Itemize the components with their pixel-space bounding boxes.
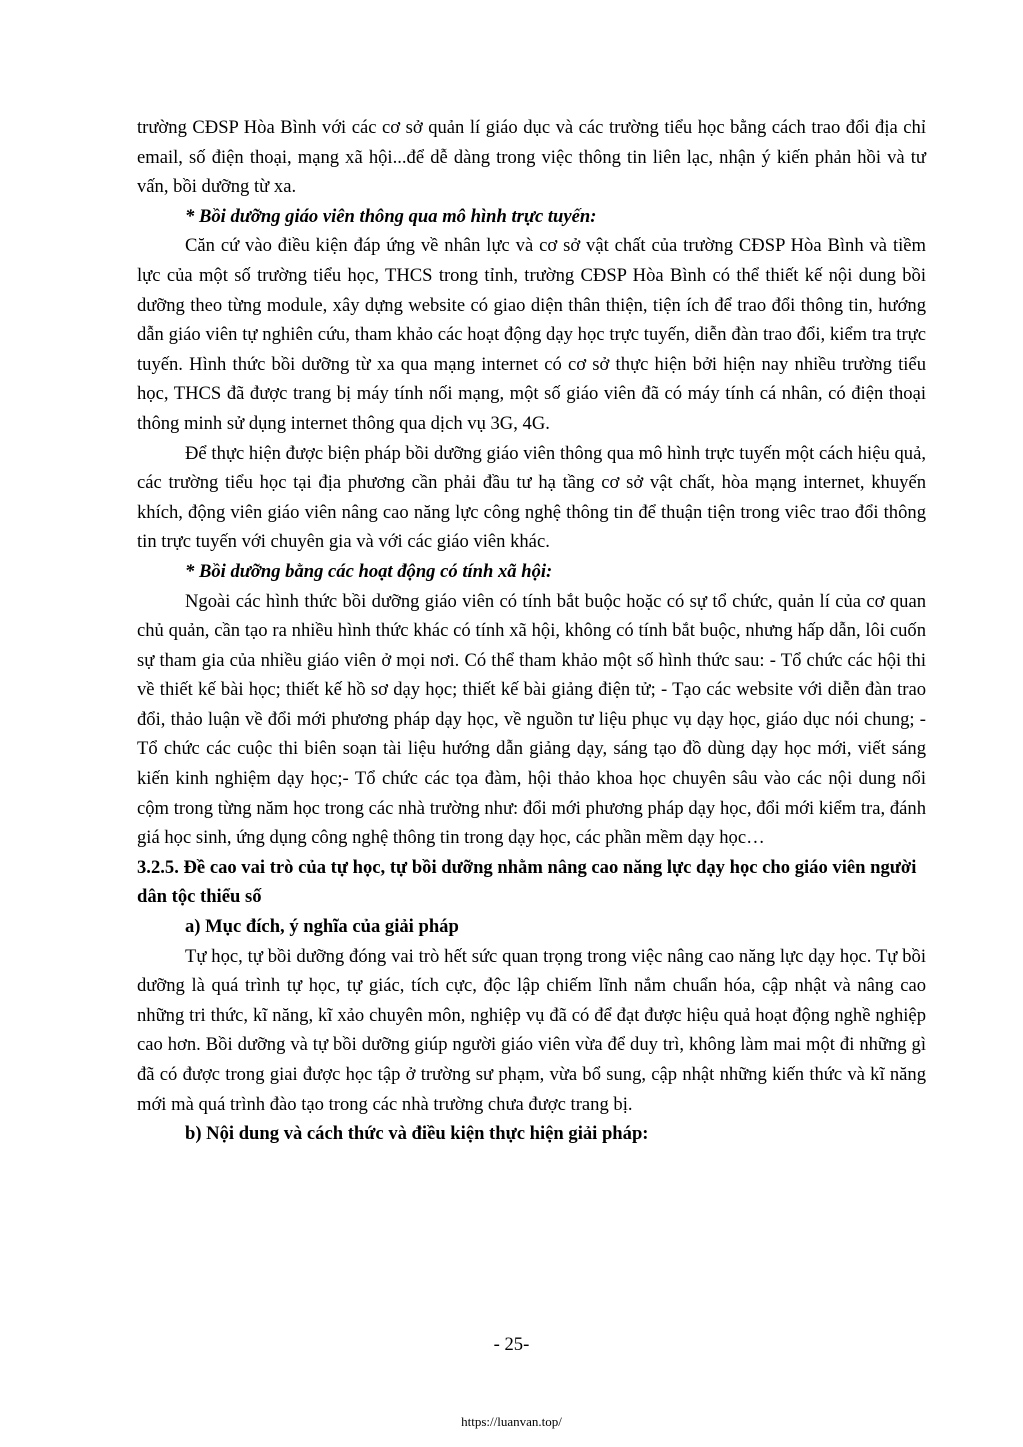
document-body bbox=[137, 113, 926, 1149]
body-paragraph: Để thực hiện được biện pháp bồi dưỡng giáo viên thông qua mô hình trực tuyến một cách hiệu quả, các trường tiểu học tại địa phương cần phải đầu tư hạ tầng cơ sở vật chất, hòa mạng internet, khuyến khích, động viên giáo viên nâng cao năng lực công nghệ thông tin để thuận tiện trong viêc trao đổi thông tin trực tuyến với chuyên gia và với các giáo viên khác. bbox=[137, 442, 926, 553]
page-number: - 25- bbox=[493, 1334, 530, 1355]
subheading-content-method: b) Nội dung và cách thức và điều kiện thực hiện giải pháp: bbox=[185, 1123, 649, 1145]
body-paragraph: Căn cứ vào điều kiện đáp ứng về nhân lực và cơ sở vật chất của trường CĐSP Hòa Bình và tiềm lực của một số trường tiểu học, THCS trong tỉnh, trường CĐSP Hòa Bình có thể thiết kế nội dung bồi dưỡng theo từng module, xây dựng website có giao diện thân thiện, tiện ích để trao đổi thông tin, hướng dẫn giáo viên tự nghiên cứu, tham khảo các hoạt động dạy học trực tuyến, diễn đàn trao đổi, kiểm tra trực tuyến. Hình thức bồi dưỡng từ xa qua mạng internet có cơ sở thực hiện bởi hiện nay nhiều trường tiểu học, THCS đã được trang bị máy tính nối mạng, một số giáo viên đã có máy tính cá nhân, có điện thoại thông minh sử dụng internet thông qua dịch vụ 3G, 4G. bbox=[137, 235, 926, 434]
footer-url[interactable]: https://luanvan.top/ bbox=[461, 1414, 562, 1429]
body-paragraph: trường CĐSP Hòa Bình với các cơ sở quản lí giáo dục và các trường tiểu học bằng cách trao đổi địa chỉ email, số điện thoại, mạng xã hội...để dễ dàng trong việc thông tin liên lạc, nhận ý kiến phản hồi và tư vấn, bồi dưỡng từ xa. bbox=[137, 117, 926, 198]
body-paragraph: Ngoài các hình thức bồi dưỡng giáo viên có tính bắt buộc hoặc có sự tổ chức, quản lí của cơ quan chủ quản, cần tạo ra nhiều hình thức khác có tính xã hội, không có tính bắt buộc, nhưng hấp dẫn, lôi cuốn sự tham gia của nhiều giáo viên ở mọi nơi. Có thể tham khảo một số hình thức sau: - Tổ chức các hội thi về thiết kế bài học; thiết kế hồ sơ dạy học; thiết kế bài giảng điện tử; - Tạo các website với diễn đàn trao đổi, thảo luận về đổi mới phương pháp dạy học, về nguồn tư liệu phục vụ dạy học, giáo dục nói chung; - Tổ chức các cuộc thi biên soạn tài liệu hướng dẫn giảng dạy, sáng tạo đồ dùng dạy học mới, viết sáng kiến kinh nghiệm dạy học;- Tổ chức các tọa đàm, hội thảo khoa học chuyên sâu vào các nội dung nổi cộm trong từng năm học trong các nhà trường như: đổi mới phương pháp dạy học, đổi mới kiểm tra, đánh giá học sinh, ứng dụng công nghệ thông tin trong dạy học, các phần mềm dạy học… bbox=[137, 590, 926, 849]
section-heading-3-2-5: 3.2.5. Đề cao vai trò của tự học, tự bồi dưỡng nhằm nâng cao năng lực dạy học cho giáo viên người dân tộc thiểu số bbox=[137, 856, 917, 908]
section-heading-online-training: * Bồi dưỡng giáo viên thông qua mô hình trực tuyến: bbox=[185, 205, 597, 227]
body-paragraph: Tự học, tự bồi dưỡng đóng vai trò hết sức quan trọng trong việc nâng cao năng lực dạy học. Tự bồi dưỡng là quá trình tự học, tự giác, tích cực, độc lập chiếm lĩnh nắm chuẩn hóa, cập nhật và nâng cao những tri thức, kĩ năng, kĩ xảo chuyên môn, nghiệp vụ đã có để đạt được hiệu quả hoạt động nghề nghiệp cao hơn. Bồi dưỡng và tự bồi dưỡng giúp người giáo viên vừa để duy trì, không làm mai một đi những gì đã có được trong giai được học tập ở trường sư phạm, vừa bổ sung, cập nhật những kiến thức và kĩ năng mới mà quá trình đào tạo trong các nhà trường chưa được trang bị. bbox=[137, 945, 926, 1115]
section-heading-social-activities: * Bồi dưỡng bằng các hoạt động có tính xã hội: bbox=[185, 560, 553, 582]
subheading-purpose: a) Mục đích, ý nghĩa của giải pháp bbox=[185, 916, 459, 938]
